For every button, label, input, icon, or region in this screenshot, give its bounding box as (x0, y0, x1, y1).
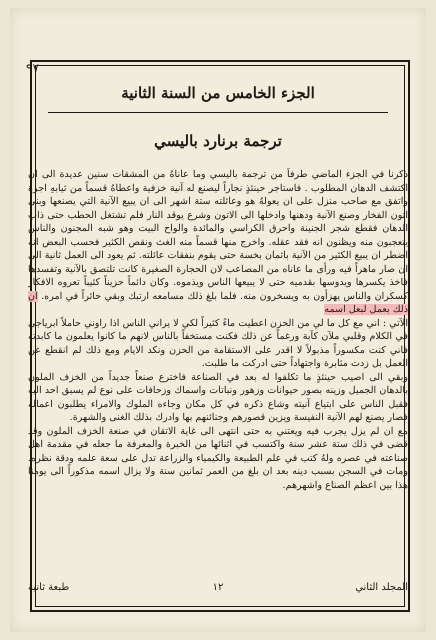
part-title: الجزء الخامس من السنة الثانية (121, 84, 315, 102)
paragraph-2: الآتي : اني مع كل ما لي من الحزن اعطيت ماءً كثيراً لكي لا يراني الناس اذا راوني حاملاً ابرياجي في الكلام وقلبي ملآن كآبة ورغماً عن ذلك فكنت مستخفاً بالناس لانهم ما كانوا يعلمون ما كابدته فاني كنت مكسوراً مذبولاً لا اقدر على الاستقامة من الحزن ونكد الايام ومع ذلك لم انقطع عن العمل بل زدت مثابرة واجتهاداً حتى ادركت ما طلبت. (28, 317, 408, 369)
divider-rule (48, 112, 388, 113)
paragraph-4: مع ان لم يزل يجرب فيه ويعتني به حتى انتهى الى غاية الاتقان في صنعة الخزف الملون وقد قضى في ذلك ستة عشر سنة واكتسب في اثنائها من الخبرة والمعرفة ما جعله في مقدمة اهل صناعته في عصره ولهُ كتب في علم الطبيعة والكيمياء والزراعة تدل على سعة علمه ودقة نظره. ومات في السجن بسبب دينه بعد ان بلغ من العمر ثمانين سنة ولا يزال اسمه مذكوراً الى يومنا هذا بين اعظم الصناع واشهرهم. (28, 425, 408, 491)
page-number: ٩٧ (26, 61, 39, 75)
paragraph-1 (28, 168, 408, 317)
paragraph-3: وبقي الى اصيب حينئذٍ ما تكلفوا له بعد في الصناعة فاخترع صنعاً جديداً من الخزف الملون بالدهان الجميل وزينه بصور حيوانات وزهور ونباتات واسماك وزحافات على نوع لم يسبق احد اليه فقبل الناس على ابتياع آنيته وشاع ذكره في كل مكان وجاءه الملوك والامراء يطلبون اعماله فصار يصنع لهم الآنية النفيسة ويزين قصورهم وجنائنهم بها وادرك بذلك الغنى والشهرة. (28, 371, 408, 423)
footer-edition: طبعة ثانية (28, 582, 70, 593)
article-title: ترجمة برنارد باليسي (154, 132, 282, 150)
highlighted-phrase: ان ذلك بعمل لبعل اسمه (28, 290, 408, 315)
paragraph-1-text: ذكرنا في الجزء الماضي طرفاً من ترجمة باليسي وما عاناهُ من المشقات سنين عديدة الى ان اكتشف الدهان المطلوب . فاستاجر حينئذٍ نجاراً ليصنع له آنية خزفية واعطاهُ قسماً من ثيابهِ اجرة واتفق مع صاحب منزل على ان يعولهُ هو وعائلته ستة اشهر الى ان يبيع الآنية التي يصنعها وبنى اتون الفخار وصنع الآنية ودهنها وادخلها الى الاتون وشرع يوقد النار فلم تشتغل الحطب حتى ذاب الدهان فقطع شجر الجنينة واحرق الكراسي والمائدة والواح البيت وهو شبه المجنون والناس يتعجبون منه ويظنون انه فقد عقله. واخرج منها قسماً منه الغث ونقص الكثير فحسب البعض انه اضطر ان يبيع الكثير من الآنية باثمان بخسة حتى يقوم بنفقات عائلته. ثم يعود الى العمل ثانية الى ان صار ماهراً فيه ورأى ما عاناه من المصاعب لان الحجارة الصغيرة كانت تلتصق بالآنية وتفسدها فاخذ يكسرها ويدوسها بقدميه حتى لا يبيعها الناس ويذموه. وكان دائماً حزيناً كئيباً تعروه الافكار كسكران والناس يهزأون به ويسخرون منه. فلما بلغ ذلك مسامعه ارتبك وبقي حائراً في امره. (28, 169, 408, 302)
footer-volume: المجلد الثاني (355, 582, 408, 593)
article-body (28, 168, 408, 568)
footer-page: ١٢ (212, 582, 224, 593)
